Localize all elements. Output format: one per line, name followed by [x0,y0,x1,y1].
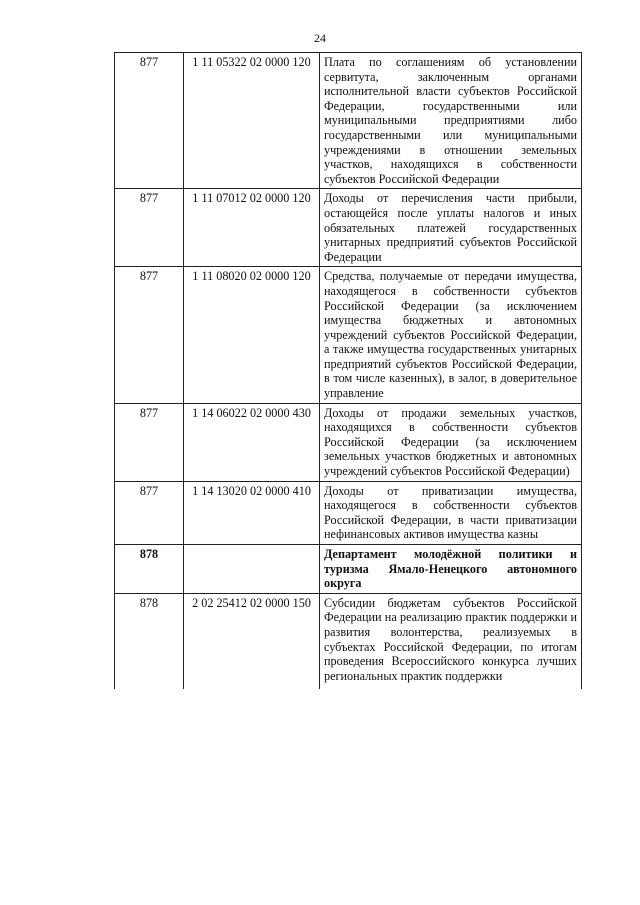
revenue-name-cell: Доходы от продажи земельных участков, находящихся в собственности субъектов Российской Федерации (за исключением земельных участков бюджетных и автономных учреждений субъектов Российской Федерации) [320,403,582,481]
admin-code-cell: 877 [115,53,184,189]
budget-classification-table [114,52,582,689]
budget-code-cell: 2 02 25412 02 0000 150 [184,593,320,689]
revenue-name-cell: Доходы от перечисления части прибыли, остающейся после уплаты налогов и иных обязательных платежей государственных унитарных предприятий субъектов Российской Федерации [320,189,582,267]
admin-code-cell: 877 [115,267,184,403]
admin-code-cell: 877 [115,481,184,544]
budget-code-cell [184,545,320,594]
table-row [115,403,582,481]
table-row [115,189,582,267]
admin-code-cell: 878 [115,545,184,594]
budget-code-cell: 1 11 05322 02 0000 120 [184,53,320,189]
revenue-name-cell: Доходы от приватизации имущества, находящегося в собственности субъектов Российской Федерации, в части приватизации нефинансовых активов имущества казны [320,481,582,544]
budget-code-cell: 1 11 07012 02 0000 120 [184,189,320,267]
revenue-name-cell: Плата по соглашениям об установлении сервитута, заключенным органами исполнительной власти субъектов Российской Федерации, государственными или муниципальными предприятиями либо государственными или муниципальными учреждениями в отношении земельных участков, находящихся в собственности субъектов Российской Федерации [320,53,582,189]
admin-code-cell: 877 [115,403,184,481]
revenue-name-cell: Средства, получаемые от передачи имущества, находящегося в собственности субъектов Российской Федерации (за исключением имущества бюджетных и автономных учреждений субъектов Российской Федерации, а также имущества государственных унитарных предприятий субъектов Российской Федерации, в том числе казенных), в залог, в доверительное управление [320,267,582,403]
table-row [115,53,582,189]
table-row-department-header [115,545,582,594]
table-row [115,267,582,403]
budget-code-cell: 1 14 13020 02 0000 410 [184,481,320,544]
budget-code-cell: 1 11 08020 02 0000 120 [184,267,320,403]
budget-code-cell: 1 14 06022 02 0000 430 [184,403,320,481]
revenue-name-cell: Субсидии бюджетам субъектов Российской Федерации на реализацию практик поддержки и развития волонтерства, реализуемых в субъектах Российской Федерации, по итогам проведения Всероссийского конкурса лучших региональных практик поддержки [320,593,582,689]
admin-code-cell: 877 [115,189,184,267]
table-row [115,593,582,689]
admin-code-cell: 878 [115,593,184,689]
page-number: 24 [314,31,326,45]
table-row [115,481,582,544]
department-name-cell: Департамент молодёжной политики и туризма Ямало-Ненецкого автономного округа [320,545,582,594]
